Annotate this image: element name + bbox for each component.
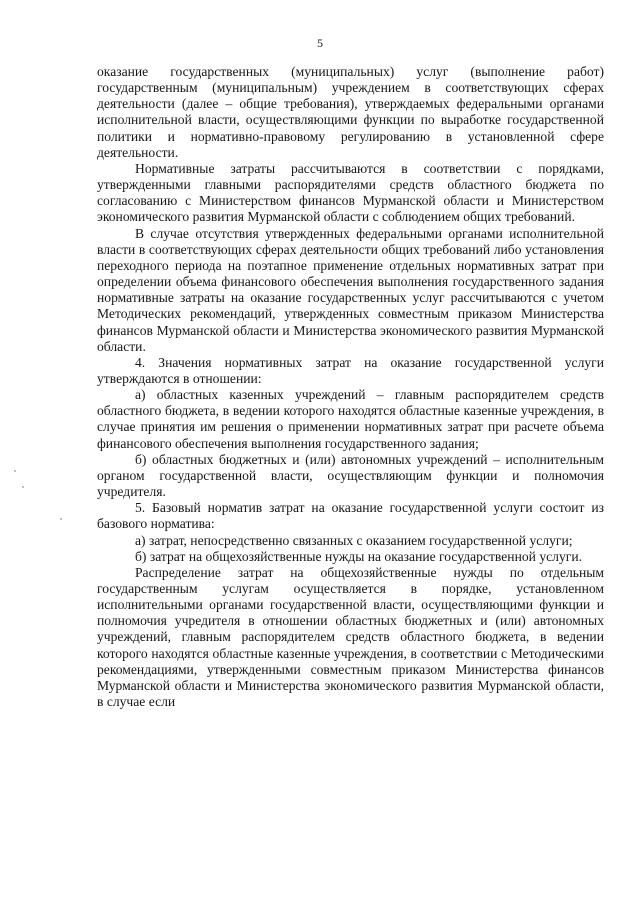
paragraph-clause-4a: а) областных казенных учреждений – главным распорядителем средств областного бюджета, в ведении которого находятся областные казенные учреждения, в случае принятия им решения о применении нормативных затрат при расчете объема финансового обеспечения выполнения государственного задания; (97, 387, 604, 451)
paragraph-clause-4: 4. Значения нормативных затрат на оказание государственной услуги утверждаются в отношении: (97, 354, 604, 386)
paragraph-clause-5b: б) затрат на общехозяйственные нужды на оказание государственной услуги. (135, 548, 582, 564)
paragraph-clause-5: 5. Базовый норматив затрат на оказание государственной услуги состоит из базового норматива: (97, 500, 604, 532)
page-number: 5 (317, 36, 323, 50)
paragraph-normative-costs: Нормативные затраты рассчитываются в соответствии с порядками, утвержденными главными распорядителями средств областного бюджета по согласованию с Министерством финансов Мурманской области и Министерством экономического развития Мурманской области с соблюдением общих требований. (97, 160, 604, 225)
scan-speck (22, 486, 24, 488)
paragraph-clause-4b: б) областных бюджетных и (или) автономных учреждений – исполнительным органом государственной власти, осуществляющим функции и полномочия учредителя. (97, 451, 604, 500)
scan-speck (60, 518, 62, 520)
paragraph-cost-distribution: Распределение затрат на общехозяйственные нужды по отдельным государственным услугам осуществляется в порядке, установленном исполнительными органами государственной власти, осуществляющими функции и полномочия учредителя в отношении областных бюджетных и (или) автономных учреждений, главным распорядителем средств областного бюджета, в ведении которого находятся областные казенные учреждения, в соответствии с Методическими рекомендациями, утвержденными совместным приказом Министерства финансов Мурманской области и Министерства экономического развития Мурманской области, в случае если (97, 564, 604, 710)
paragraph-clause-5a: а) затрат, непосредственно связанных с оказанием государственной услуги; (135, 532, 573, 548)
page-body (97, 64, 604, 710)
paragraph-absence-of-requirements: В случае отсутствия утвержденных федеральными органами исполнительной власти в соответствующих сферах деятельности общих требований либо установления переходного периода на поэтапное применение отдельных нормативных затрат при определении объема финансового обеспечения выполнения государственного задания нормативные затраты на оказание государственных услуг рассчитываются с учетом Методических рекомендаций, утвержденных совместным приказом Министерства финансов Мурманской области и Министерства экономического развития Мурманской области. (97, 225, 604, 354)
scan-speck (14, 470, 16, 472)
paragraph-general-requirements: оказание государственных (муниципальных) услуг (выполнение работ) государственным (муниципальным) учреждением в соответствующих сферах деятельности (далее – общие требования), утверждаемых федеральными органами исполнительной власти, осуществляющими функции по выработке государственной политики и нормативно-правовому регулированию в установленной сфере деятельности. (97, 64, 604, 160)
